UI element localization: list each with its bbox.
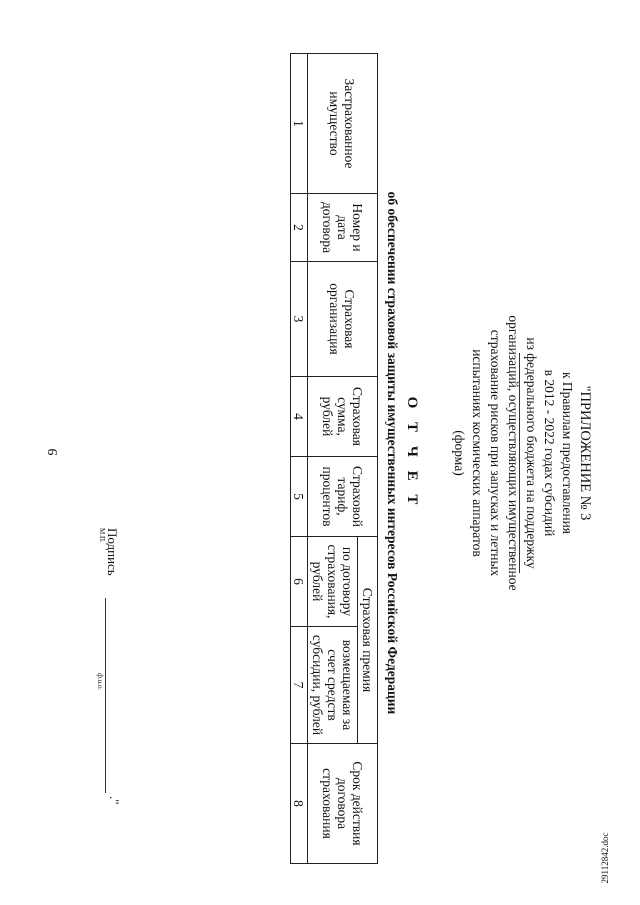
- closing-quote: .": [107, 795, 122, 805]
- appendix-form-note: (форма): [452, 429, 467, 476]
- column-number: 1: [291, 53, 308, 193]
- header-premium-contract: по договору страхования, рублей: [308, 536, 358, 626]
- signature-line: [105, 598, 106, 793]
- header-sum: Страховая сумма, рублей: [308, 376, 378, 456]
- appendix-line: организаций, осуществляющих имущественное: [506, 314, 521, 591]
- header-property: Застрахованное имущество: [308, 53, 378, 193]
- appendix-line: из федерального бюджета на поддержку: [524, 336, 539, 569]
- report-subtitle: об обеспечении страховой защиты имущественных интересов Российской Федерации: [385, 191, 400, 714]
- stamp-label: М.П.: [98, 527, 106, 543]
- table-header-row: [358, 53, 378, 863]
- header-contract: Номер и дата договора: [308, 193, 378, 261]
- signature-block: [90, 528, 120, 858]
- header-rate: Страховой тариф, процентов: [308, 456, 378, 536]
- report-table: [290, 53, 378, 864]
- appendix-line: в 2012 - 2022 годах субсидий: [542, 369, 557, 536]
- landscape-sheet: [40, 23, 600, 883]
- appendix-line: к Правилам предоставления: [560, 371, 575, 534]
- header-premium: Страховая премия: [358, 536, 378, 743]
- header-term: Срок действия договора страхования: [308, 743, 378, 863]
- column-number: 8: [291, 743, 308, 863]
- file-code: 29112842.doc: [600, 832, 610, 884]
- column-number: 5: [291, 456, 308, 536]
- column-number: 6: [291, 536, 308, 626]
- header-premium-subsidy: возмещаемая за счет средств субсидии, рублей: [308, 626, 358, 743]
- header-insurer: Страховая организация: [308, 261, 378, 376]
- signature-label: Подпись: [105, 527, 120, 576]
- column-number: 7: [291, 626, 308, 743]
- column-number: 4: [291, 376, 308, 456]
- report-title: О Т Ч Е Т: [404, 396, 420, 509]
- column-number: 3: [291, 261, 308, 376]
- appendix-block: [450, 23, 594, 883]
- table-number-row: [291, 53, 308, 863]
- name-hint: ф.и.о.: [96, 672, 104, 690]
- appendix-line: страхование рисков при запусках и летных: [488, 329, 503, 576]
- page-number: 9: [46, 448, 61, 456]
- appendix-heading: "ПРИЛОЖЕНИЕ № 3: [577, 385, 593, 520]
- appendix-line: испытаниях космических аппаратов: [470, 348, 485, 557]
- column-number: 2: [291, 193, 308, 261]
- separator-line: [519, 353, 520, 573]
